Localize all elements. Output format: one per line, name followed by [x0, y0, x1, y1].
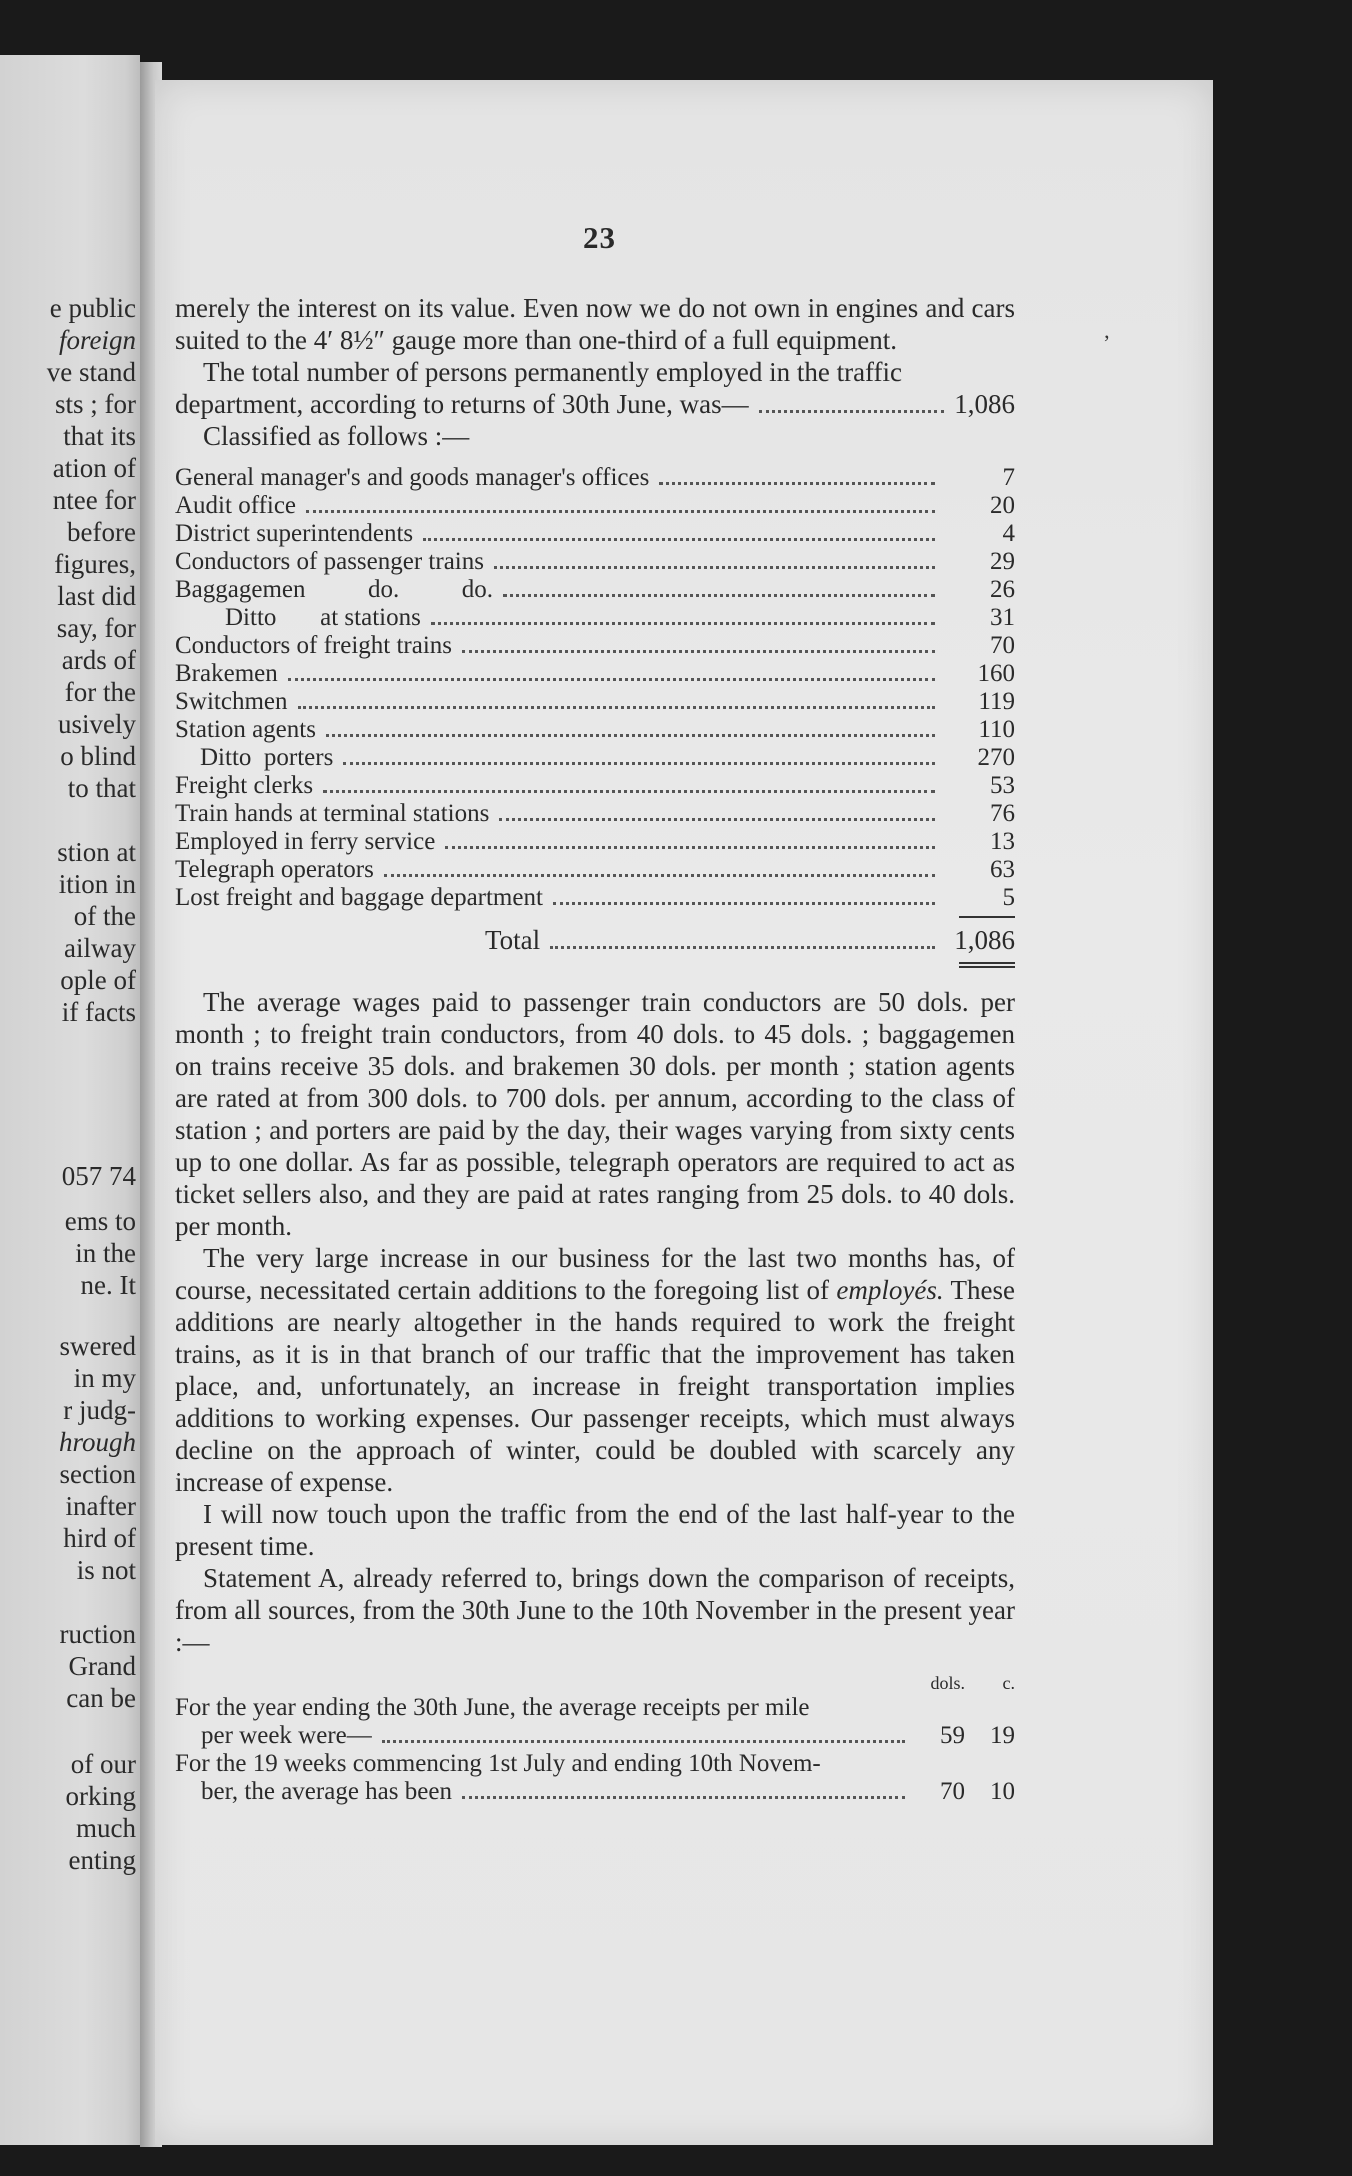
staff-count-value: 20 [990, 492, 1015, 519]
staff-table-row [175, 464, 1015, 492]
staff-count-value: 7 [1002, 464, 1015, 491]
left-page-text-fragment: in my [73, 1363, 136, 1393]
staff-table-row [175, 576, 1015, 604]
right-page [155, 80, 1213, 2145]
left-page-text-fragment: stion at [57, 837, 136, 867]
dot-leader [382, 1740, 905, 1743]
dot-leader [431, 622, 935, 625]
staff-category-label: Conductors of freight trains [175, 632, 453, 659]
staff-count-value: 53 [990, 772, 1015, 799]
dot-leader [288, 678, 935, 681]
staff-count-value: 270 [977, 744, 1015, 771]
left-page-text-fragment: of the [73, 901, 136, 931]
sum-rule [959, 916, 1015, 918]
staff-category-label: Ditto at stations [175, 604, 421, 631]
statement-row-label: per week were— [201, 1722, 372, 1749]
statement-row-continuation [175, 1722, 1015, 1750]
left-page-text-fragment: usively [58, 709, 136, 739]
dot-leader [659, 482, 935, 485]
left-page-text-fragment: e public [49, 293, 136, 323]
statement-row-text: For the 19 weeks commencing 1st July and ending 10th Novem- [175, 1750, 821, 1777]
left-page-text-fragment: figures, [54, 549, 136, 579]
staff-table-row [175, 660, 1015, 688]
staff-category-label: Telegraph operators [175, 856, 374, 883]
dot-leader [423, 538, 935, 541]
staff-count-value: 119 [978, 688, 1015, 715]
total-row [175, 924, 1015, 956]
employes-word: employés. [836, 1275, 944, 1305]
staff-category-label: Switchmen [175, 688, 288, 715]
staff-category-label: Baggagemen do. do. [175, 576, 494, 603]
intro-paragraph: merely the interest on its value. Even now we do not own in engines and cars suited to the 4′ 8½″ gauge more than one-third of a full equipment. [175, 293, 1015, 355]
statement-row-continuation [175, 1778, 1015, 1806]
staff-category-label: Ditto porters [175, 744, 334, 771]
staff-count-value: 31 [990, 604, 1015, 631]
staff-count-value: 76 [990, 800, 1015, 827]
left-page-text-fragment: ne. It [80, 1270, 136, 1300]
staff-count-value: 110 [978, 716, 1015, 743]
dot-leader [326, 734, 935, 737]
left-page-text-fragment: can be [66, 1683, 136, 1713]
dols-value: 70 [940, 1778, 965, 1805]
dot-leader [384, 874, 935, 877]
left-page-text-fragment: last did [57, 581, 136, 611]
staff-table-row [175, 744, 1015, 772]
staff-category-label: Conductors of passenger trains [175, 548, 484, 575]
staff-category-label: Station agents [175, 716, 316, 743]
dot-leader [323, 790, 935, 793]
staff-category-label: Lost freight and baggage department [175, 884, 543, 911]
statement-row [175, 1694, 1015, 1750]
dot-leader [306, 510, 935, 513]
staff-category-label: Brakemen [175, 660, 278, 687]
left-page-text-fragment: inafter [65, 1491, 136, 1521]
left-page-text-fragment: say, for [56, 613, 136, 643]
dot-leader [462, 1796, 905, 1799]
left-page-text-fragment: section [59, 1459, 136, 1489]
cents-value: 10 [990, 1778, 1015, 1805]
dot-leader [298, 706, 936, 709]
staff-table-row [175, 772, 1015, 800]
left-page-text-fragment: 057 74 [61, 1161, 136, 1191]
staff-count-value: 13 [990, 828, 1015, 855]
total-persons-line [175, 388, 1015, 420]
staff-table [175, 464, 1015, 912]
dot-leader [494, 566, 935, 569]
staff-count-value: 26 [990, 576, 1015, 603]
left-page-text-fragment: ards of [61, 645, 136, 675]
left-page-text-fragment: in the [75, 1238, 136, 1268]
left-page-text-fragment: ople of [60, 965, 136, 995]
total-persons-value: 1,086 [954, 389, 1015, 419]
staff-count-value: 5 [1002, 884, 1015, 911]
dot-leader [550, 946, 935, 949]
left-page-text-fragment: is not [76, 1555, 136, 1585]
staff-table-row [175, 828, 1015, 856]
left-page-text-fragment: ntee for [52, 485, 136, 515]
staff-table-row [175, 716, 1015, 744]
staff-table-row [175, 492, 1015, 520]
cents-value: 19 [990, 1722, 1015, 1749]
left-page-text-fragment: ailway [64, 933, 136, 963]
staff-table-row [175, 604, 1015, 632]
left-page-text-fragment: sts ; for [55, 389, 136, 419]
staff-count-value: 4 [1002, 520, 1015, 547]
dot-leader [462, 650, 935, 653]
dot-leader [553, 902, 935, 905]
dot-leader [445, 846, 935, 849]
left-page-text-fragment: to that [67, 773, 136, 803]
margin-mark: ’ [1103, 330, 1111, 355]
left-page-text-fragment: ve stand [46, 357, 136, 387]
dot-leader [759, 410, 945, 413]
total-persons-label: department, according to returns of 30th June, was— [175, 389, 749, 419]
left-page-text-fragment: ition in [58, 869, 136, 899]
left-page-text-fragment: before [67, 517, 136, 547]
left-page-fragment [0, 55, 140, 2145]
statement-row-text: For the year ending the 30th June, the average receipts per mile [175, 1694, 810, 1721]
staff-table-row [175, 632, 1015, 660]
dot-leader [499, 818, 935, 821]
left-page-text-fragment: orking [65, 1781, 136, 1811]
double-rule [959, 962, 1015, 968]
staff-table-row [175, 548, 1015, 576]
total-value: 1,086 [954, 925, 1015, 955]
left-page-text-fragment: ation of [52, 453, 136, 483]
statement-row-label: ber, the average has been [201, 1778, 452, 1805]
classified-heading: Classified as follows :— [203, 421, 470, 451]
dot-leader [503, 594, 935, 597]
staff-count-value: 160 [977, 660, 1015, 687]
increase-text-b: These additions are nearly altogether in the hands required to work the freight trains, as it is in that branch of our traffic that the improvement has taken place, and, unfortunately, an increase in freight transportation implies additions to working expenses. Our passenger receipts, which must always decline on the approach of winter, could be doubled with scarcely any increase of expense. [175, 1275, 1015, 1497]
dols-column-header: dols. [930, 1673, 965, 1693]
staff-category-label: Audit office [175, 492, 297, 519]
page-number: 23 [583, 220, 616, 255]
total-label: Total [485, 925, 541, 955]
traffic-paragraph: I will now touch upon the traffic from the end of the last half-year to the present time. [175, 1499, 1015, 1561]
staff-category-label: Employed in ferry service [175, 828, 436, 855]
dot-leader [343, 762, 935, 765]
left-page-text-fragment: much [76, 1813, 136, 1843]
left-page-text-fragment: of our [70, 1749, 136, 1779]
staff-table-row [175, 884, 1015, 912]
left-page-text-fragment: foreign [59, 325, 136, 355]
statement-table [175, 1694, 1015, 1806]
increase-text-a: The very large increase in our business for the last two months has, of course, necessitated certain additions to the foregoing list of [175, 1243, 1015, 1305]
statement-row [175, 1750, 1015, 1806]
statement-paragraph: Statement A, already referred to, brings down the comparison of receipts, from all sources, from the 30th June to the 10th November in the present year :— [175, 1563, 1015, 1657]
staff-table-row [175, 688, 1015, 716]
left-page-text-fragment: enting [68, 1845, 136, 1875]
left-page-text-fragment: ruction [59, 1619, 136, 1649]
left-page-text-fragment: that its [63, 421, 136, 451]
staff-category-label: General manager's and goods manager's offices [175, 464, 650, 491]
left-page-text-fragment: if facts [61, 997, 136, 1027]
staff-category-label: Freight clerks [175, 772, 314, 799]
staff-count-value: 70 [990, 632, 1015, 659]
cents-column-header: c. [1002, 1673, 1015, 1693]
left-page-text-fragment: ems to [64, 1206, 136, 1236]
left-page-text-fragment: r judg- [63, 1395, 136, 1425]
left-page-text-fragment: hird of [63, 1523, 136, 1553]
left-page-text-fragment: swered [59, 1331, 136, 1361]
left-page-text-fragment: Grand [68, 1651, 136, 1681]
staff-category-label: District superintendents [175, 520, 414, 547]
left-page-text-fragment: hrough [58, 1427, 136, 1457]
staff-table-row [175, 856, 1015, 884]
staff-category-label: Train hands at terminal stations [175, 800, 490, 827]
total-persons-paragraph: The total number of persons permanently employed in the traffic [203, 357, 903, 387]
dols-value: 59 [940, 1722, 965, 1749]
staff-count-value: 63 [990, 856, 1015, 883]
wages-paragraph: The average wages paid to passenger train conductors are 50 dols. per month ; to freight train conductors, from 40 dols. to 45 dols. ; baggagemen on trains receive 35 dols. and brakemen 30 dols. per month ; station agents are rated at from 300 dols. to 700 dols. per annum, according to the class of station ; and porters are paid by the day, their wages varying from sixty cents up to one dollar. As far as possible, telegraph operators are required to act as ticket sellers also, and they are paid at rates ranging from 25 dols. to 40 dols. per month. [175, 987, 1015, 1241]
statement-header [175, 1672, 1015, 1694]
increase-paragraph [175, 1242, 1015, 1498]
staff-table-row [175, 520, 1015, 548]
left-page-text-fragment: o blind [60, 741, 136, 771]
left-page-text-fragment: for the [64, 677, 136, 707]
page-content [175, 292, 1015, 1806]
staff-table-row [175, 800, 1015, 828]
staff-count-value: 29 [990, 548, 1015, 575]
